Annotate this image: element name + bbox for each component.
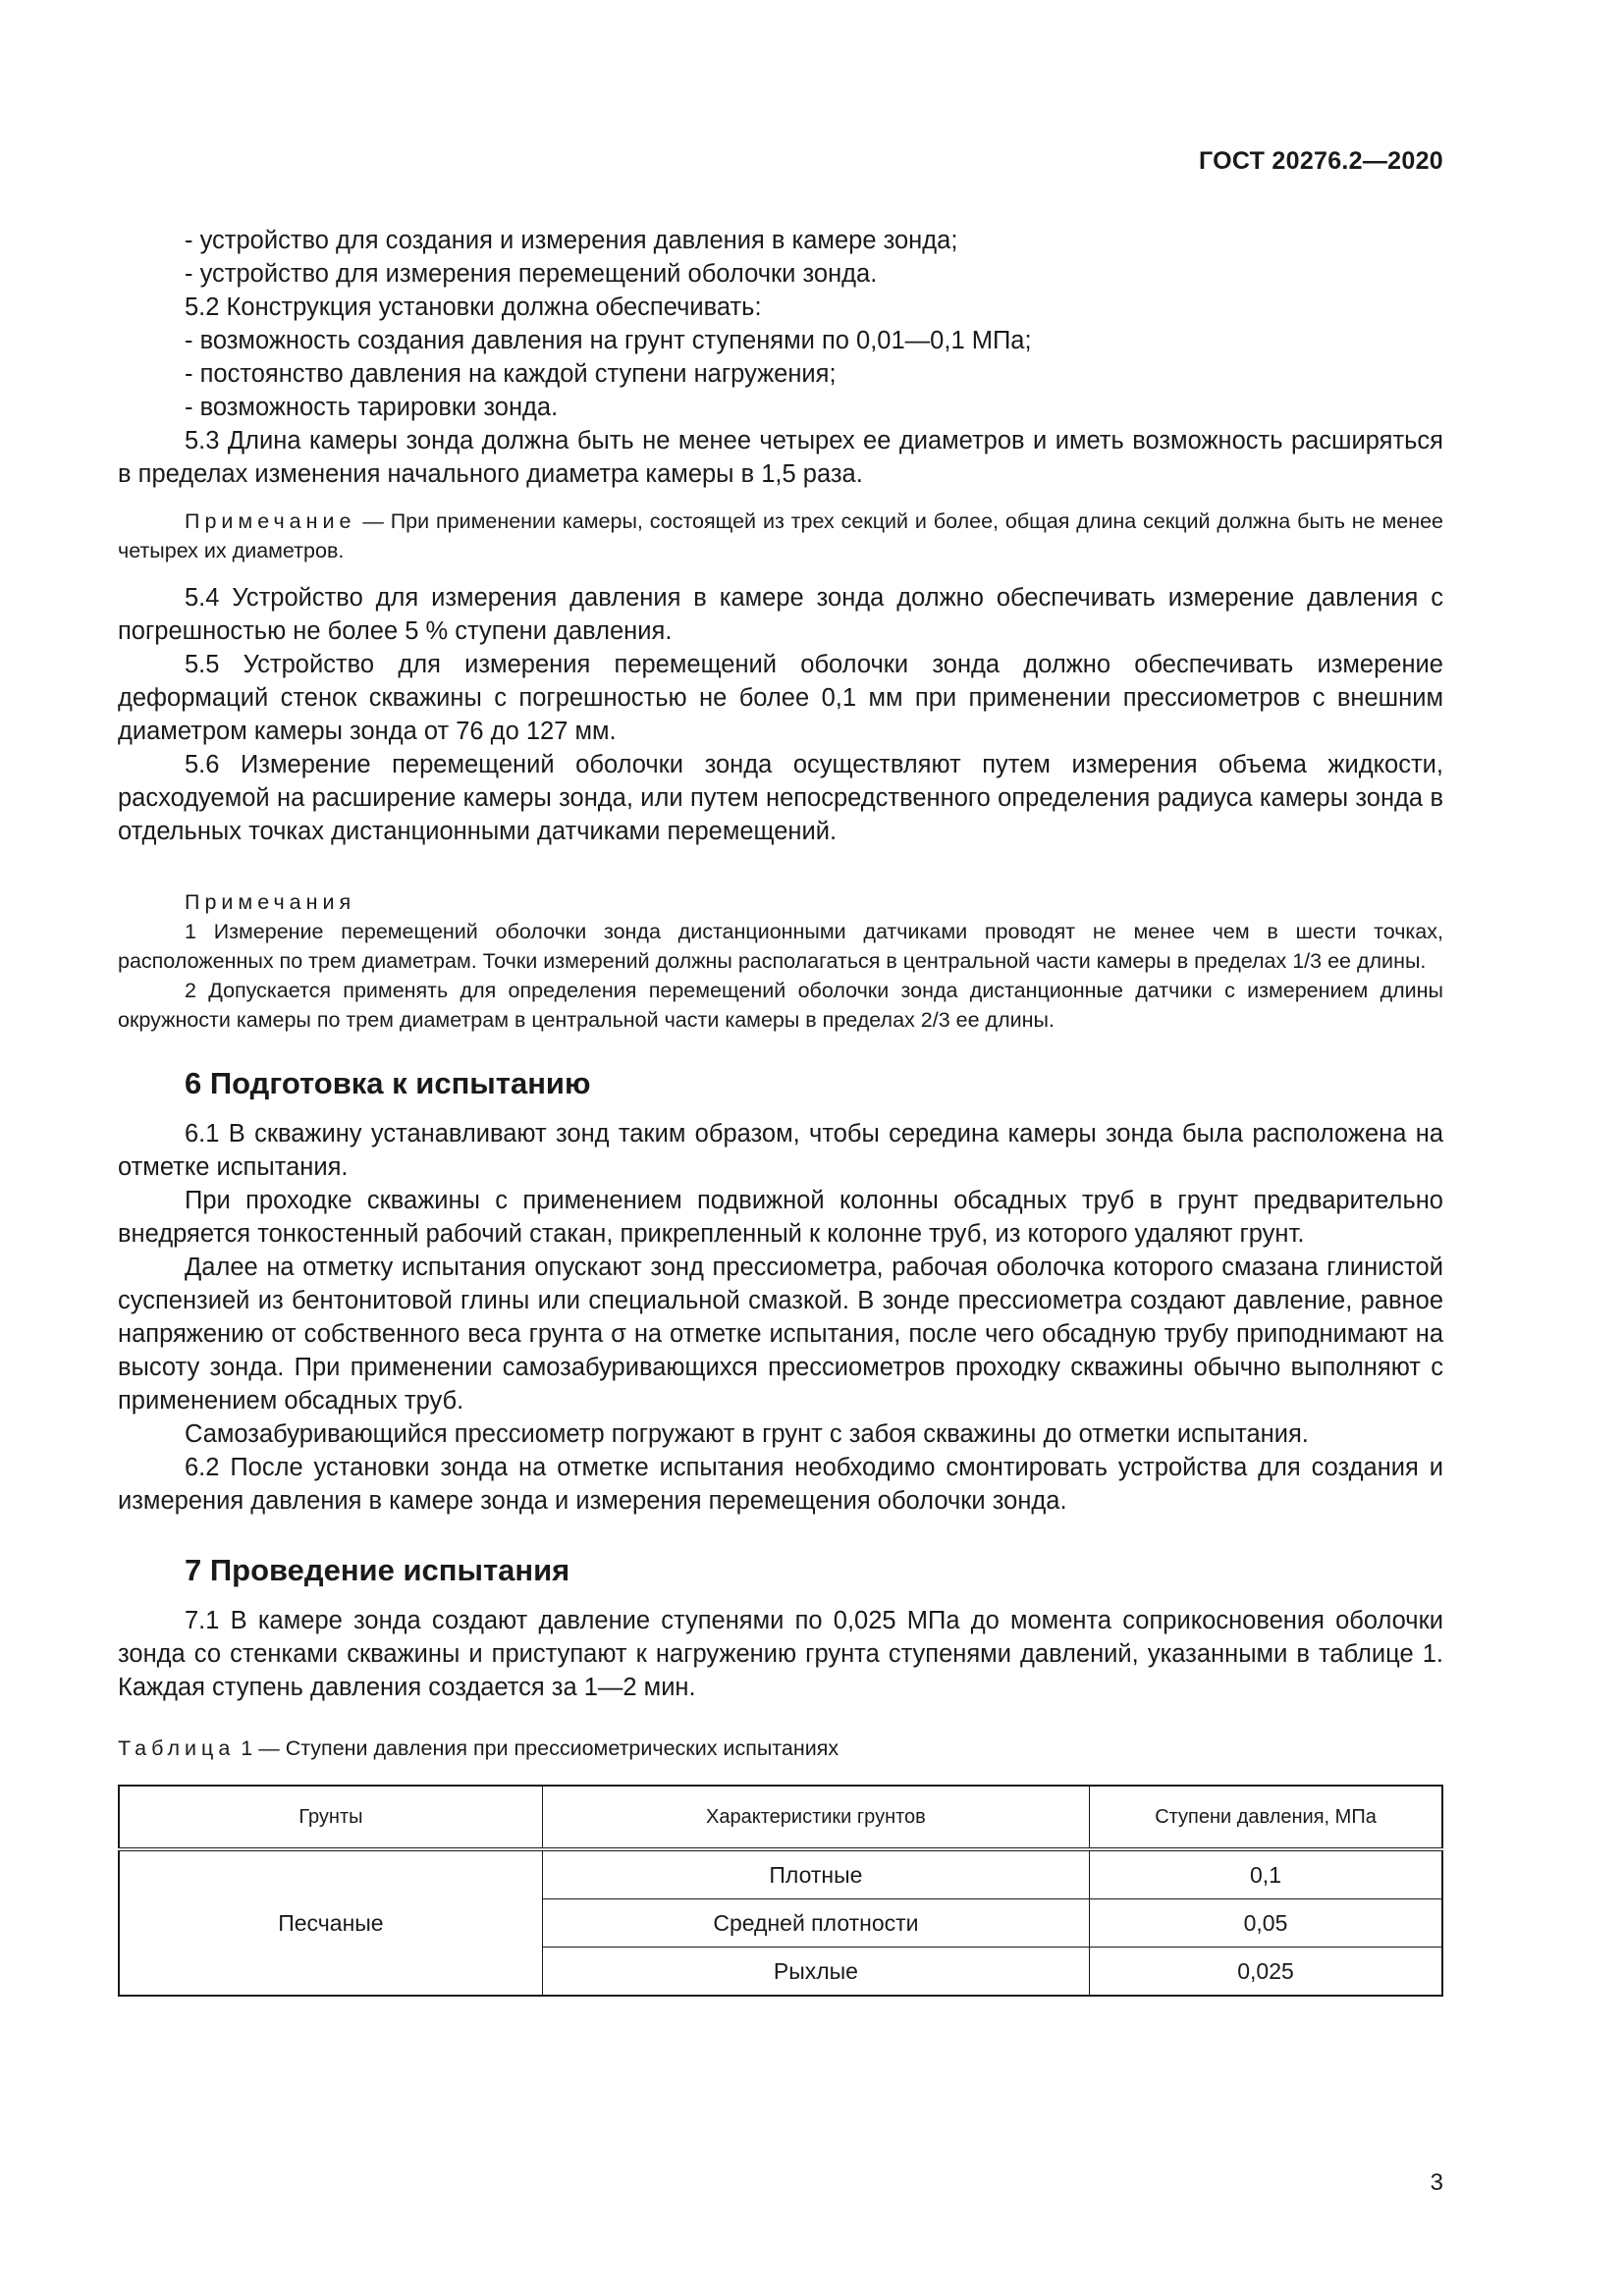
paragraph-5-4: 5.4 Устройство для измерения давления в камере зонда должно обеспечивать измерение давления с погрешностью не более 5 % ступени давления. xyxy=(118,584,1443,645)
list-item: - устройство для измерения перемещений оболочки зонда. xyxy=(185,260,878,288)
section-7-body xyxy=(118,1604,1443,1704)
column-header: Характеристики грунтов xyxy=(542,1786,1089,1849)
section-6-heading: 6 Подготовка к испытанию xyxy=(185,1066,591,1100)
column-header: Ступени давления, МПа xyxy=(1090,1786,1442,1849)
soil-group-cell: Песчаные xyxy=(119,1849,542,1996)
table-cell: 0,025 xyxy=(1090,1948,1442,1997)
table-row xyxy=(119,1849,1442,1899)
note-item: 1 Измерение перемещений оболочки зонда дистанционными датчиками проводят не менее чем в шести точках, расположенных по трем диаметрам. Точки измерений должны располагаться в центральной части камеры в пределах 1/3 ее длины. xyxy=(118,920,1443,973)
paragraph-5-2: 5.2 Конструкция установки должна обеспечивать: xyxy=(185,294,762,321)
paragraph: 6.2 После установки зонда на отметке испытания необходимо смонтировать устройства для создания и измерения давления в камере зонда и измерения перемещения оболочки зонда. xyxy=(118,1454,1443,1515)
section-6-body xyxy=(118,1117,1443,1518)
page-number: 3 xyxy=(1430,2169,1443,2196)
list-item: - возможность тарировки зонда. xyxy=(185,394,559,421)
table-cell: Рыхлые xyxy=(542,1948,1089,1997)
paragraph-5-5: 5.5 Устройство для измерения перемещений оболочки зонда должно обеспечивать измерение деформаций стенок скважины с погрешностью не более 0,1 мм при применении прессиометров с внешним диаметром камеры зонда от 76 до 127 мм. xyxy=(118,651,1443,745)
table-caption xyxy=(118,1734,1443,1763)
table-cell: Плотные xyxy=(542,1849,1089,1899)
paragraph: 6.1 В скважину устанавливают зонд таким образом, чтобы середина камеры зонда была расположена на отметке испытания. xyxy=(118,1120,1443,1181)
notes-5-6 xyxy=(118,887,1443,1035)
paragraph: Далее на отметку испытания опускают зонд прессиометра, рабочая оболочка которого смазана глинистой суспензией из бентонитовой глины или специальной смазкой. В зонде прессиометра создают давление, равное напряжению от собственного веса грунта σ на отметке испытания, после чего обсадную трубу приподнимают на высоту зонда. При применении самозабуривающихся прессиометров проходку скважины обычно выполняют с применением обсадных труб. xyxy=(118,1254,1443,1415)
list-item: - постоянство давления на каждой ступени нагружения; xyxy=(185,360,837,388)
list-item: - возможность создания давления на грунт ступенями по 0,01—0,1 МПа; xyxy=(185,327,1032,354)
clause-5-continued xyxy=(118,224,1443,491)
table-cell: Средней плотности xyxy=(542,1899,1089,1948)
list-item: - устройство для создания и измерения давления в камере зонда; xyxy=(185,227,958,254)
clause-5-4-to-5-6 xyxy=(118,581,1443,848)
table-header-row xyxy=(119,1786,1442,1849)
paragraph-5-6: 5.6 Измерение перемещений оболочки зонда осуществляют путем измерения объема жидкости, расходуемой на расширение камеры зонда, или путем непосредственного определения радиуса камеры зонда в отдельных точках дистанционными датчиками перемещений. xyxy=(118,751,1443,845)
pressure-steps-table xyxy=(118,1785,1443,1997)
note-text: — При применении камеры, состоящей из трех секций и более, общая длина секций должна быть не менее четырех их диаметров. xyxy=(118,509,1443,562)
table-cell: 0,1 xyxy=(1090,1849,1442,1899)
table-cell: 0,05 xyxy=(1090,1899,1442,1948)
document-id-header: ГОСТ 20276.2—2020 xyxy=(1198,147,1443,175)
paragraph-5-3: 5.3 Длина камеры зонда должна быть не менее четырех ее диаметров и иметь возможность расширяться в пределах изменения начального диаметра камеры в 1,5 раза. xyxy=(118,427,1443,488)
note-label: Примечание xyxy=(185,509,356,533)
column-header: Грунты xyxy=(119,1786,542,1849)
paragraph: Самозабуривающийся прессиометр погружают в грунт с забоя скважины до отметки испытания. xyxy=(185,1420,1309,1448)
table-label: Таблица xyxy=(118,1736,236,1760)
notes-label: Примечания xyxy=(185,890,356,914)
section-7-heading: 7 Проведение испытания xyxy=(185,1553,570,1587)
note-5-3 xyxy=(118,507,1443,565)
note-item: 2 Допускается применять для определения перемещений оболочки зонда дистанционные датчики с измерением длины окружности камеры по трем диаметрам в центральной части камеры в пределах 2/3 ее длины. xyxy=(118,979,1443,1032)
table-title: 1 — Ступени давления при прессиометрических испытаниях xyxy=(235,1736,839,1760)
paragraph-7-1: 7.1 В камере зонда создают давление ступенями по 0,025 МПа до момента соприкосновения оболочки зонда со стенками скважины и приступают к нагружению грунта ступенями давлений, указанными в таблице 1. Каждая ступень давления создается за 1—2 мин. xyxy=(118,1607,1443,1701)
paragraph: При проходке скважины с применением подвижной колонны обсадных труб в грунт предварительно внедряется тонкостенный рабочий стакан, прикрепленный к колонне труб, из которого удаляют грунт. xyxy=(118,1187,1443,1248)
page-content xyxy=(118,224,1443,1997)
